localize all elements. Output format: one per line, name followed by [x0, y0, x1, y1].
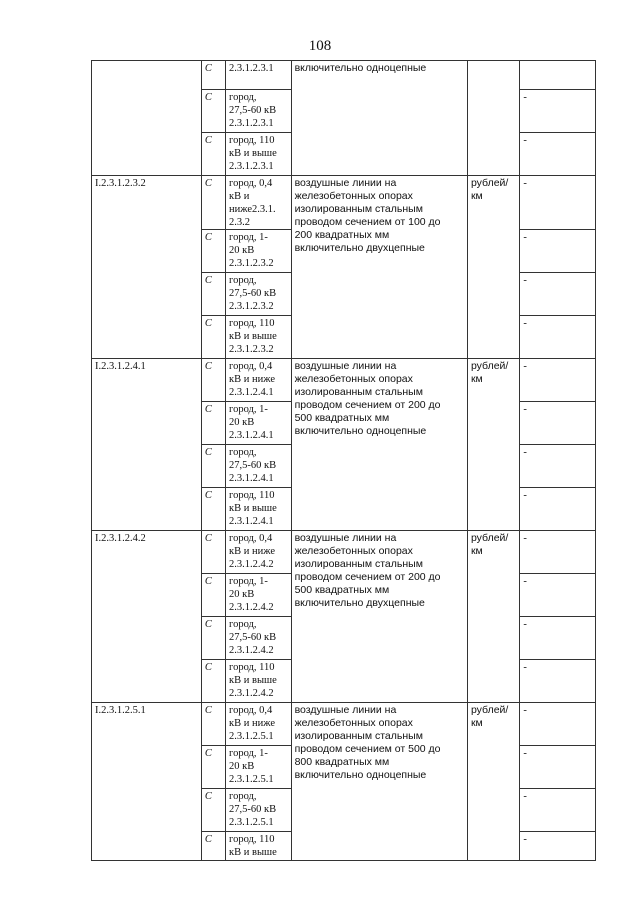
description-line: 200 квадратных мм: [294, 229, 390, 241]
letter-cell: С: [201, 176, 225, 230]
territory-line: 2.3.1.2.3.1: [229, 63, 274, 74]
territory-line: 2.3.1.2.4.1: [229, 430, 274, 441]
table-row: [92, 531, 596, 574]
code-cell: I.2.3.1.2.4.2: [92, 531, 202, 703]
letter-cell: С: [201, 660, 225, 703]
territory-cell: [226, 445, 292, 488]
territory-line: город, 1-: [229, 576, 268, 587]
page-number: 108: [308, 38, 332, 54]
territory-line: город, 1-: [229, 404, 268, 415]
unit-line: рублей/: [470, 704, 509, 716]
territory-cell: [226, 90, 292, 133]
description-line: включительно двухцепные: [294, 597, 425, 609]
value-cell: -: [520, 316, 596, 359]
value-cell: -: [520, 660, 596, 703]
unit-line: рублей/: [470, 177, 509, 189]
territory-cell: [226, 316, 292, 359]
description-line: 800 квадратных мм: [294, 756, 390, 768]
letter-cell: С: [201, 273, 225, 316]
description-cell: [291, 531, 467, 703]
territory-line: 2.3.1.2.4.1: [229, 387, 274, 398]
value-cell: -: [520, 746, 596, 789]
territory-line: город,: [229, 92, 257, 103]
territory-line: 2.3.1.2.3.2: [229, 344, 274, 355]
territory-line: кВ и выше: [229, 503, 277, 514]
territory-cell: [226, 488, 292, 531]
territory-line: 27,5-60 кВ: [229, 288, 277, 299]
territory-line: 20 кВ: [229, 417, 255, 428]
value-cell: -: [520, 90, 596, 133]
unit-cell: [467, 61, 519, 176]
letter-cell: С: [201, 789, 225, 832]
code-cell: I.2.3.1.2.3.2: [92, 176, 202, 359]
territory-line: 20 кВ: [229, 589, 255, 600]
territory-line: 2.3.1.2.3.2: [229, 258, 274, 269]
table-row: [92, 176, 596, 230]
description-line: железобетонных опорах: [294, 545, 413, 557]
territory-cell: [226, 176, 292, 230]
value-cell: -: [520, 133, 596, 176]
value-cell: -: [520, 488, 596, 531]
letter-cell: С: [201, 61, 225, 90]
territory-line: 2.3.1.2.4.1: [229, 516, 274, 527]
territory-line: 27,5-60 кВ: [229, 804, 277, 815]
territory-line: 2.3.1.2.5.1: [229, 774, 274, 785]
territory-line: город, 110: [229, 318, 275, 329]
value-cell: -: [520, 832, 596, 861]
value-cell: [520, 61, 596, 90]
territory-line: 2.3.1.2.4.1: [229, 473, 274, 484]
territory-line: кВ и выше: [229, 847, 277, 858]
unit-line: км: [470, 190, 483, 202]
territory-line: 2.3.1.2.3.1: [229, 161, 274, 172]
value-cell: -: [520, 617, 596, 660]
value-cell: -: [520, 176, 596, 230]
value-cell: -: [520, 359, 596, 402]
code-cell: I.2.3.1.2.5.1: [92, 703, 202, 861]
description-line: включительно одноцепные: [294, 62, 427, 74]
territory-cell: [226, 359, 292, 402]
territory-line: кВ и ниже: [229, 546, 276, 557]
description-cell: [291, 703, 467, 861]
code-cell: I.2.3.1.2.4.1: [92, 359, 202, 531]
territory-cell: [226, 832, 292, 861]
territory-line: 2.3.1.2.3.1: [229, 118, 274, 129]
unit-line: рублей/: [470, 532, 509, 544]
value-cell: -: [520, 445, 596, 488]
letter-cell: С: [201, 133, 225, 176]
territory-line: кВ и выше: [229, 675, 277, 686]
description-cell: [291, 61, 467, 176]
territory-line: город, 0,4: [229, 178, 273, 189]
letter-cell: С: [201, 90, 225, 133]
unit-cell: [467, 176, 519, 359]
territory-cell: [226, 273, 292, 316]
description-line: проводом сечением от 200 до: [294, 571, 441, 583]
tariff-table: [91, 60, 596, 861]
territory-cell: [226, 617, 292, 660]
letter-cell: С: [201, 316, 225, 359]
territory-line: 2.3.1.2.5.1: [229, 731, 274, 742]
territory-cell: [226, 703, 292, 746]
unit-cell: [467, 703, 519, 861]
letter-cell: С: [201, 832, 225, 861]
description-line: проводом сечением от 200 до: [294, 399, 441, 411]
territory-line: город, 110: [229, 662, 275, 673]
unit-cell: [467, 359, 519, 531]
territory-line: город, 0,4: [229, 705, 273, 716]
letter-cell: С: [201, 230, 225, 273]
description-line: включительно одноцепные: [294, 769, 427, 781]
territory-cell: [226, 746, 292, 789]
description-line: воздушные линии на: [294, 177, 397, 189]
territory-line: кВ и ниже: [229, 718, 276, 729]
territory-cell: [226, 230, 292, 273]
territory-cell: [226, 402, 292, 445]
territory-line: кВ и выше: [229, 148, 277, 159]
description-line: изолированным стальным: [294, 386, 423, 398]
value-cell: -: [520, 789, 596, 832]
territory-cell: [226, 660, 292, 703]
territory-line: город, 1-: [229, 232, 268, 243]
letter-cell: С: [201, 703, 225, 746]
code-cell: [92, 61, 202, 176]
value-cell: -: [520, 703, 596, 746]
table-row: [92, 703, 596, 746]
territory-line: город,: [229, 447, 257, 458]
unit-line: км: [470, 545, 483, 557]
value-cell: -: [520, 574, 596, 617]
territory-cell: [226, 574, 292, 617]
letter-cell: С: [201, 359, 225, 402]
territory-line: 2.3.1.2.4.2: [229, 645, 274, 656]
territory-line: кВ и ниже: [229, 374, 276, 385]
letter-cell: С: [201, 746, 225, 789]
territory-cell: [226, 61, 292, 90]
territory-line: город,: [229, 275, 257, 286]
unit-line: км: [470, 373, 483, 385]
description-line: включительно одноцепные: [294, 425, 427, 437]
letter-cell: С: [201, 574, 225, 617]
territory-line: 2.3.2: [229, 217, 251, 228]
territory-line: 2.3.1.2.4.2: [229, 602, 274, 613]
territory-line: 2.3.1.2.3.2: [229, 301, 274, 312]
territory-cell: [226, 133, 292, 176]
value-cell: -: [520, 273, 596, 316]
value-cell: -: [520, 531, 596, 574]
territory-cell: [226, 531, 292, 574]
description-line: включительно двухцепные: [294, 242, 425, 254]
description-line: 500 квадратных мм: [294, 584, 390, 596]
territory-line: 2.3.1.2.5.1: [229, 817, 274, 828]
description-line: проводом сечением от 500 до: [294, 743, 441, 755]
territory-line: 2.3.1.2.4.2: [229, 688, 274, 699]
letter-cell: С: [201, 445, 225, 488]
territory-line: город, 110: [229, 135, 275, 146]
unit-cell: [467, 531, 519, 703]
letter-cell: С: [201, 531, 225, 574]
territory-line: кВ и выше: [229, 331, 277, 342]
description-line: воздушные линии на: [294, 532, 397, 544]
description-line: воздушные линии на: [294, 360, 397, 372]
territory-line: 20 кВ: [229, 761, 255, 772]
territory-line: город,: [229, 619, 257, 630]
letter-cell: С: [201, 617, 225, 660]
territory-cell: [226, 789, 292, 832]
description-line: изолированным стальным: [294, 730, 423, 742]
territory-line: кВ и: [229, 191, 250, 202]
unit-line: рублей/: [470, 360, 509, 372]
description-line: железобетонных опорах: [294, 373, 413, 385]
description-cell: [291, 176, 467, 359]
letter-cell: С: [201, 488, 225, 531]
territory-line: 20 кВ: [229, 245, 255, 256]
unit-line: км: [470, 717, 483, 729]
territory-line: город, 110: [229, 490, 275, 501]
description-line: железобетонных опорах: [294, 190, 413, 202]
territory-line: город, 110: [229, 834, 275, 845]
letter-cell: С: [201, 402, 225, 445]
territory-line: ниже2.3.1.: [229, 204, 276, 215]
value-cell: -: [520, 402, 596, 445]
territory-line: 27,5-60 кВ: [229, 460, 277, 471]
territory-line: город, 0,4: [229, 533, 273, 544]
description-line: воздушные линии на: [294, 704, 397, 716]
territory-line: 27,5-60 кВ: [229, 632, 277, 643]
territory-line: город, 1-: [229, 748, 268, 759]
description-line: проводом сечением от 100 до: [294, 216, 441, 228]
table-row: [92, 359, 596, 402]
territory-line: город,: [229, 791, 257, 802]
table-row: [92, 61, 596, 90]
description-cell: [291, 359, 467, 531]
territory-line: 27,5-60 кВ: [229, 105, 277, 116]
territory-line: город, 0,4: [229, 361, 273, 372]
territory-line: 2.3.1.2.4.2: [229, 559, 274, 570]
description-line: изолированным стальным: [294, 558, 423, 570]
description-line: железобетонных опорах: [294, 717, 413, 729]
description-line: 500 квадратных мм: [294, 412, 390, 424]
description-line: изолированным стальным: [294, 203, 423, 215]
value-cell: -: [520, 230, 596, 273]
